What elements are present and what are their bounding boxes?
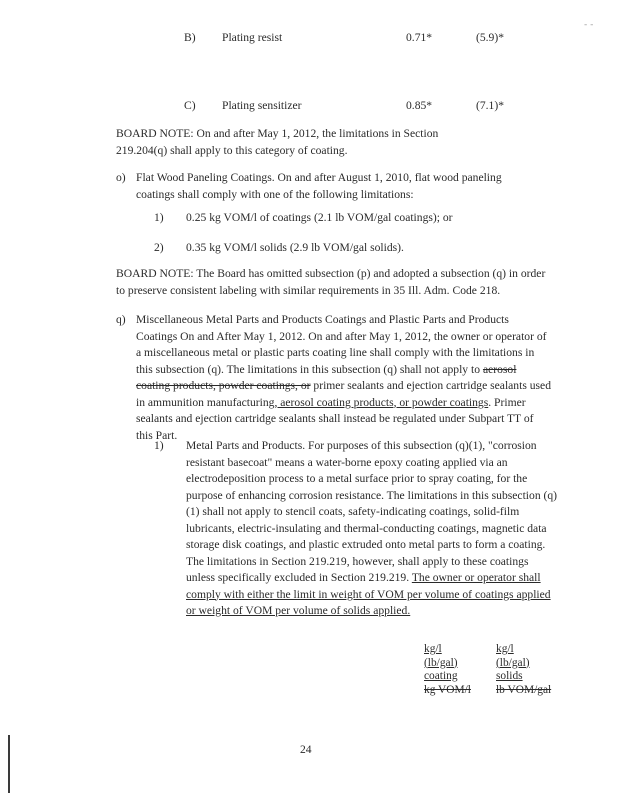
- table-header-col1: [424, 643, 471, 697]
- unit: kg/l: [424, 643, 442, 655]
- struck-text: aerosol coating products, powder coatings, or: [136, 362, 517, 392]
- board-note: BOARD NOTE: On and after May 1, 2012, the limitations in Section 219.204(q) shall apply to this category of coating.: [116, 127, 439, 157]
- section-q-text-b: primer sealants and ejection cartridge sealants used in ammunition manufacturing: [136, 379, 551, 409]
- subsection-text: [186, 438, 558, 620]
- item-label: 2): [154, 241, 164, 254]
- basis: coating: [424, 670, 458, 682]
- item-name: Plating sensitizer: [222, 99, 302, 112]
- lb-value: (5.9)*: [476, 31, 505, 44]
- section-q-text-c: . Primer sealants and ejection cartridge sealants shall instead be regulated under Subpart TT of this Part.: [136, 395, 534, 442]
- item-name: Plating resist: [222, 31, 283, 44]
- alt-unit: (lb/gal): [424, 656, 458, 669]
- kg-value: 0.85*: [406, 99, 433, 112]
- item-label: B): [184, 31, 196, 44]
- section-q-text-a: Miscellaneous Metal Parts and Products Coatings and Plastic Parts and Products Coatings On and After May 1, 2012. On and after May 1, 2012, the owner or operator of a miscellaneous metal or plastic parts coating line shall comply with the limitations in this subsection (q). The limitations in this subsection (q) shall not apply to: [136, 313, 547, 376]
- inserted-text: , aerosol coating products, or powder coatings: [274, 395, 489, 409]
- page-number: 24: [300, 743, 312, 756]
- limitation-text: 0.35 kg VOM/l solids (2.9 lb VOM/gal solids).: [186, 241, 404, 254]
- subsection-label: 1): [154, 439, 164, 452]
- corner-mark: - -: [584, 20, 594, 30]
- item-label: C): [184, 99, 196, 112]
- inserted-text: The owner or operator shall comply with either the limit in weight of VOM per volume of coatings applied or weight of VOM per volume of solids applied.: [186, 571, 551, 617]
- limitation-text: 0.25 kg VOM/l of coatings (2.1 lb VOM/gal coatings); or: [186, 211, 453, 224]
- struck-unit: lb VOM/gal: [496, 683, 552, 696]
- section-o-text: Flat Wood Paneling Coatings. On and after August 1, 2010, flat wood paneling coatings shall comply with one of the following limitations:: [136, 171, 502, 201]
- basis: solids: [496, 670, 523, 682]
- kg-value: 0.71*: [406, 31, 433, 44]
- item-label: 1): [154, 211, 164, 224]
- section-label: o): [116, 171, 126, 184]
- lb-value: (7.1)*: [476, 99, 505, 112]
- board-note: BOARD NOTE: The Board has omitted subsection (p) and adopted a subsection (q) in order to preserve consistent labeling with similar requirements in 35 Ill. Adm. Code 218.: [116, 267, 546, 297]
- unit: kg/l: [496, 643, 514, 655]
- section-q-text: [136, 312, 551, 444]
- alt-unit: (lb/gal): [496, 656, 530, 669]
- struck-unit: kg VOM/l: [424, 683, 471, 696]
- subsection-text-main: Metal Parts and Products. For purposes of this subsection (q)(1), "corrosion resistant basecoat" means a water-borne epoxy coating applied via an electrodeposition process to a metal surface prior to spray coating, for the purpose of enhancing corrosion resistance. The limitations in this subsection (q)(1) shall not apply to stencil coats, safety-indicating coatings, solid-film lubricants, electric-insulating and thermal-conducting coatings, magnetic data storage disk coatings, and plastic extruded onto metal parts to form a coating. The limitations in Section 219.219, however, shall apply to these coatings unless specifically excluded in Section 219.219.: [186, 439, 558, 584]
- section-label: q): [116, 313, 126, 326]
- table-header-col2: [496, 643, 551, 697]
- margin-line: [8, 735, 10, 793]
